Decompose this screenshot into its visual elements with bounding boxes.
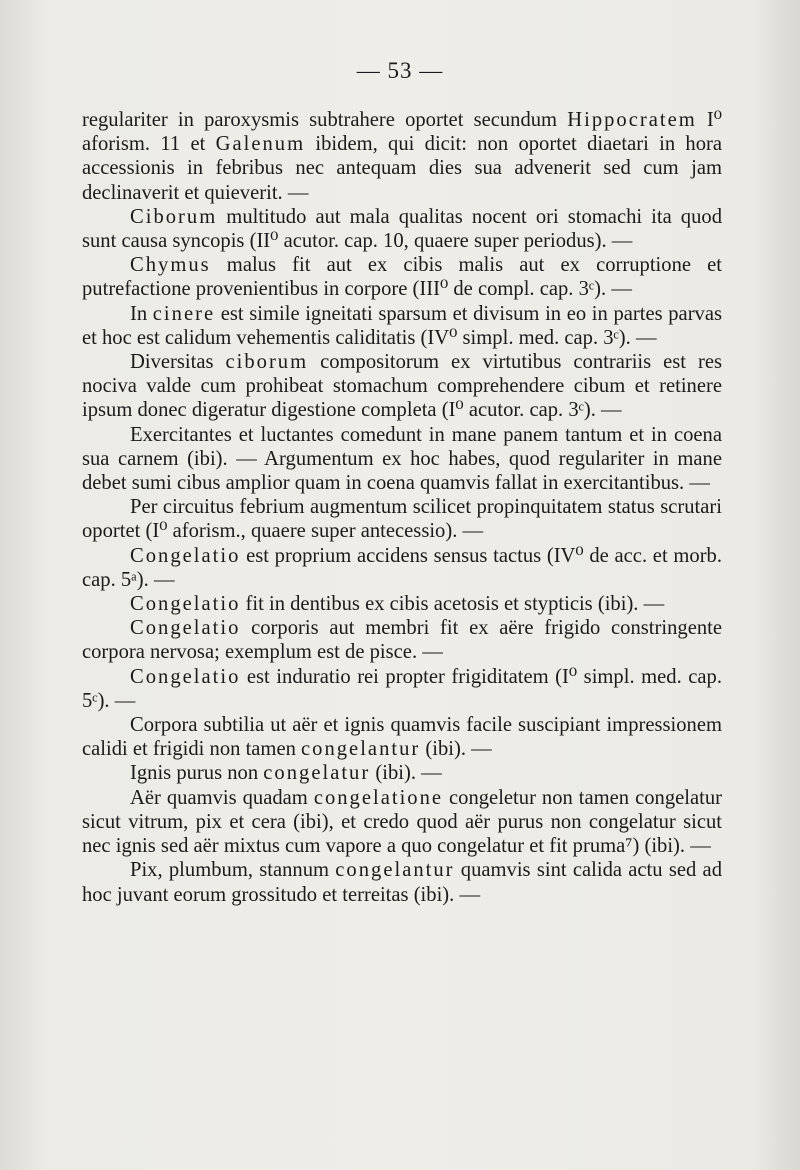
emphasized-term: Ciborum xyxy=(130,205,218,228)
emphasized-term: congelatur xyxy=(263,762,371,785)
paragraph xyxy=(82,858,722,906)
emphasized-term: Chymus xyxy=(130,254,211,277)
emphasized-term: Congelatio xyxy=(130,617,241,640)
paragraph-text: ibidem, qui dicit: non oportet diaetari in hora accessionis in febribus nec antequam dies sua advenerit sed cum jam declinaverit et quieverit. — xyxy=(82,133,722,204)
paragraph-text: Per circuitus febrium augmentum scilicet propinquitatem status scrutari oportet (I⁰ aforism., quaere super antecessio). — xyxy=(82,496,722,543)
paragraph xyxy=(82,302,722,350)
paragraph-text: corporis aut membri fit ex aëre frigido constringente corpora nervosa; exemplum est de pisce. — xyxy=(82,617,722,664)
paragraph xyxy=(82,350,722,423)
emphasized-term: congelantur xyxy=(335,859,455,882)
paragraph-text: Corpora subtilia ut aër et ignis quamvis facile suscipiant impressionem calidi et frigidi non tamen xyxy=(82,714,722,761)
paragraph-text: est simile igneitati sparsum et divisum in eo in partes parvas et hoc est calidum vehementis caliditatis (IV⁰ simpl. med. cap. 3ᶜ). — xyxy=(82,302,722,349)
paragraph-text: fit in dentibus ex cibis acetosis et stypticis (ibi). — xyxy=(240,593,665,616)
emphasized-term: Congelatio xyxy=(130,665,241,688)
paragraph xyxy=(82,713,722,761)
emphasized-term: Congelatio xyxy=(130,593,241,616)
paragraph-text: In xyxy=(130,302,153,325)
paragraph xyxy=(82,761,722,785)
paragraph xyxy=(82,108,722,205)
page-body-text xyxy=(82,108,722,907)
paragraph-text: Aër quamvis quadam xyxy=(130,786,314,809)
emphasized-term: congelantur xyxy=(301,738,421,761)
emphasized-term: ciborum xyxy=(225,351,309,374)
paragraph-text: est proprium accidens sensus tactus (IV⁰ de acc. et morb. cap. 5ᵃ). — xyxy=(82,544,722,591)
paragraph xyxy=(82,495,722,543)
paragraph xyxy=(82,423,722,496)
paragraph-text: quamvis sint calida actu sed ad hoc juvant eorum grossitudo et terreitas (ibi). — xyxy=(82,859,722,906)
paragraph-text: (ibi). — xyxy=(370,762,442,785)
emphasized-term: Hippocratem xyxy=(567,109,697,131)
emphasized-term: cinere xyxy=(152,302,216,325)
paragraph-text: Exercitantes et luctantes comedunt in mane panem tantum et in coena sua carnem (ibi). — Argumentum ex hoc habes, quod regulariter in mane debet sumi cibus amplior quam in coena quamvis fallat in exercitantibus. — xyxy=(82,423,722,495)
paragraph-text: I⁰ aforism. 11 et xyxy=(82,109,722,156)
paragraph xyxy=(82,786,722,859)
paragraph-text: multitudo aut mala qualitas nocent ori stomachi ita quod sunt causa syncopis (II⁰ acutor. cap. 10, quaere super periodus). — xyxy=(82,205,722,253)
emphasized-term: Congelatio xyxy=(130,544,241,567)
paragraph-text: regulariter in paroxysmis subtrahere oportet secundum xyxy=(82,109,568,131)
paragraph-text: compositorum ex virtutibus contrariis est res nociva valde cum prohibeat stomachum comprehendere cibum et retinere ipsum donec digeratur digestione completa (I⁰ acutor. cap. 3ᶜ). — xyxy=(82,351,722,422)
emphasized-term: Galenum xyxy=(215,133,306,156)
paragraph-text: (ibi). — xyxy=(420,738,492,761)
paragraph-text: Ignis purus non xyxy=(130,762,264,785)
paragraph-text: est induratio rei propter frigiditatem (I⁰ simpl. med. cap. 5ᶜ). — xyxy=(82,665,722,712)
paragraph xyxy=(82,592,722,616)
paragraph-text: congeletur non tamen congelatur sicut vitrum, pix et cera (ibi), et credo quod aër purus non congelatur sicut nec ignis sed aër mixtus cum vapore a quo congelatur et fit pruma⁷) (ibi). — xyxy=(82,786,723,858)
page-number: — 53 — xyxy=(356,58,444,83)
paragraph-text: Diversitas xyxy=(130,351,226,374)
paragraph-text: Pix, plumbum, stannum xyxy=(130,859,336,882)
paragraph xyxy=(82,253,722,301)
paragraph xyxy=(82,205,722,253)
paragraph xyxy=(82,665,722,713)
emphasized-term: congelatione xyxy=(313,786,444,809)
paragraph xyxy=(82,544,722,592)
paragraph-text: malus fit aut ex cibis malis aut ex corruptione et putrefactione provenientibus in corpore (III⁰ de compl. cap. 3ᶜ). — xyxy=(82,254,722,301)
paragraph xyxy=(82,616,722,664)
